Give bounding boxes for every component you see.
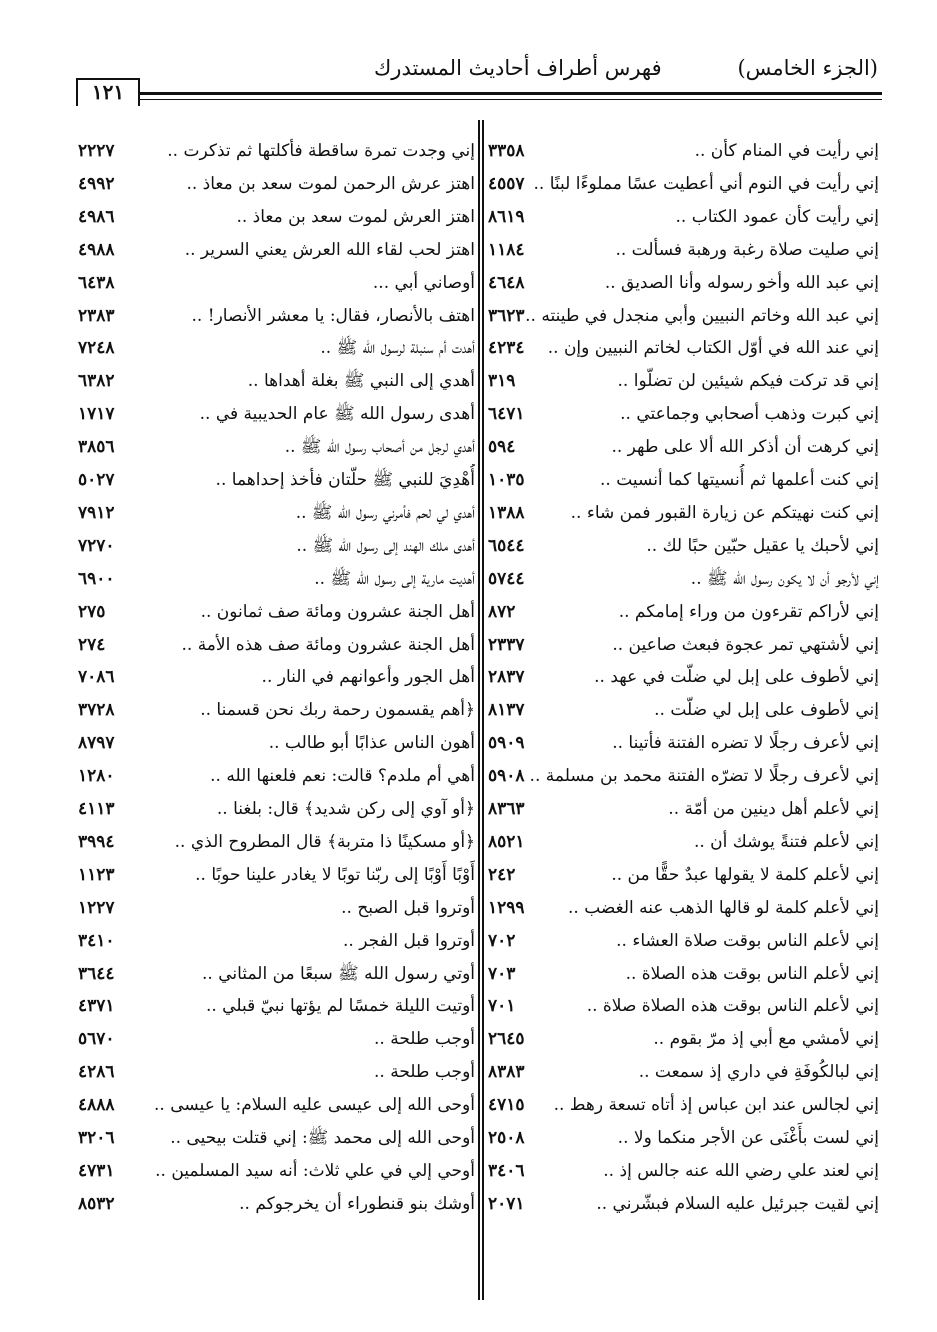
- hadith-number-right: ٧٠٢: [488, 930, 516, 951]
- hadith-incipit-left: أهدي لرجل من أصحاب رسول الله ﷺ ..: [284, 437, 475, 458]
- hadith-incipit-right: إني لأعلم كلمة لا يقولها عبدٌ حقًّا من ..: [611, 864, 879, 885]
- table-row: [0, 135, 937, 167]
- hadith-incipit-right: إني لأطوف على إبل لي ضلّت ..: [654, 700, 879, 721]
- hadith-number-right: ٦٤٧١: [488, 404, 525, 425]
- hadith-incipit-right: إني رأيت كأن عمود الكتاب ..: [675, 206, 879, 227]
- hadith-number-right: ٨٣٦٣: [488, 799, 525, 819]
- hadith-number-right: ٢٥٠٨: [488, 1128, 525, 1148]
- hadith-number-right: ٨١٣٧: [488, 700, 525, 721]
- hadith-incipit-left: أهل الجنة عشرون ومائة صف هذه الأمة ..: [181, 634, 475, 655]
- hadith-incipit-left: أوصاني أبي ...: [372, 272, 475, 293]
- hadith-incipit-left: اهتز عرش الرحمن لموت سعد بن معاذ ..: [186, 173, 475, 194]
- volume-label: (الجزء الخامس): [737, 56, 878, 80]
- hadith-incipit-right: إني لأشتهي تمر عجوة فبعث صاعين ..: [612, 634, 879, 655]
- hadith-number-left: ٣٨٥٦: [78, 437, 115, 458]
- hadith-number-left: ٤٢٨٦: [78, 1062, 115, 1083]
- hadith-number-left: ٦٤٣٨: [78, 272, 115, 293]
- hadith-incipit-right: إني لأمشي مع أبي إذ مرّ بقوم ..: [653, 1029, 879, 1050]
- hadith-number-right: ٢٤٢: [488, 864, 516, 885]
- hadith-incipit-right: إني صليت صلاة رغبة ورهبة فسألت ..: [615, 239, 879, 260]
- hadith-incipit-left: أهل الجنة عشرون ومائة صف ثمانون ..: [200, 601, 475, 622]
- hadith-incipit-right: إني لأراكم تقرءون من وراء إمامكم ..: [618, 601, 879, 622]
- hadith-incipit-left: ﴿أو مسكينًا ذا متربة﴾ قال المطروح الذي ..: [174, 831, 475, 852]
- hadith-number-right: ٥٩٤: [488, 437, 516, 458]
- hadith-number-left: ٤٣٧١: [78, 996, 115, 1017]
- hadith-incipit-right: إني لأعلم الناس بوقت صلاة العشاء ..: [616, 930, 879, 951]
- hadith-number-right: ١٣٨٨: [488, 502, 525, 523]
- table-row: [0, 1188, 937, 1220]
- hadith-incipit-left: أوحى الله إلى عيسى عليه السلام: يا عيسى ..: [154, 1095, 475, 1116]
- hadith-incipit-left: أوتي رسول الله ﷺ سبعًا من المثاني ..: [202, 963, 475, 984]
- hadith-incipit-right: إني لأطوف على إبل لي ضلّت في عهد ..: [594, 667, 879, 688]
- table-row: [0, 168, 937, 200]
- hadith-incipit-right: إني لأعلم أهل دينين من أمّة ..: [668, 799, 879, 819]
- header-rule-thick: [138, 92, 882, 95]
- hadith-number-left: ١٢٢٧: [78, 897, 115, 918]
- hadith-number-left: ٢٢٢٧: [78, 141, 115, 161]
- hadith-incipit-right: إني رأيت في المنام كأن ..: [694, 141, 879, 161]
- hadith-number-right: ٨٥٢١: [488, 831, 525, 852]
- table-row: [0, 1155, 937, 1187]
- hadith-number-right: ٧٠٣: [488, 963, 516, 984]
- hadith-number-left: ١٧١٧: [78, 404, 115, 425]
- hadith-incipit-right: إني لأعلم فتنةً يوشك أن ..: [693, 831, 879, 852]
- page-number: ١٢١: [76, 78, 140, 106]
- table-row: [0, 464, 937, 496]
- hadith-incipit-left: اهتف بالأنصار، فقال: يا معشر الأنصار! ..: [191, 305, 475, 326]
- page-title: فهرس أطراف أحاديث المستدرك: [374, 56, 662, 80]
- hadith-number-right: ١٠٣٥: [488, 470, 525, 490]
- hadith-incipit-left: أوجب طلحة ..: [374, 1062, 475, 1083]
- hadith-incipit-right: إني لأعرف رجلًا لا تضره الفتنة فأتينا ..: [612, 733, 879, 754]
- table-row: [0, 563, 937, 595]
- hadith-number-left: ٤٩٨٦: [78, 206, 115, 227]
- hadith-number-right: ٦٥٤٤: [488, 535, 525, 556]
- hadith-number-left: ٢٣٨٣: [78, 305, 115, 326]
- hadith-incipit-left: إني وجدت تمرة ساقطة فأكلتها ثم تذكرت ..: [167, 141, 475, 161]
- hadith-incipit-left: اهتز العرش لموت سعد بن معاذ ..: [236, 206, 475, 227]
- hadith-number-right: ٧٠١: [488, 996, 516, 1017]
- table-row: [0, 1089, 937, 1121]
- hadith-number-left: ٣٦٤٤: [78, 963, 115, 984]
- hadith-number-left: ٢٧٤: [78, 634, 106, 655]
- table-row: [0, 1122, 937, 1154]
- hadith-incipit-left: أهدى ملك الهند إلى رسول الله ﷺ ..: [296, 535, 475, 556]
- hadith-incipit-right: إني لجالس عند ابن عباس إذ أتاه تسعة رهط ..: [553, 1095, 879, 1116]
- hadith-incipit-left: أهون الناس عذابًا أبو طالب ..: [268, 733, 475, 754]
- hadith-number-right: ٥٧٤٤: [488, 568, 525, 589]
- hadith-incipit-right: إني عبد الله وخاتم النبيين وأبي منجدل في طينته ..: [525, 305, 879, 326]
- hadith-number-right: ٤٦٤٨: [488, 272, 525, 293]
- table-row: [0, 300, 937, 332]
- hadith-number-right: ٣٤٠٦: [488, 1160, 525, 1181]
- hadith-number-right: ٢٨٣٧: [488, 667, 525, 688]
- hadith-number-right: ١٢٩٩: [488, 897, 525, 918]
- hadith-number-left: ٢٧٥: [78, 601, 106, 622]
- hadith-number-left: ٦٩٠٠: [78, 568, 115, 589]
- hadith-number-right: ٢٦٤٥: [488, 1029, 525, 1050]
- hadith-number-left: ٧٢٤٨: [78, 338, 115, 359]
- hadith-number-left: ٧٢٧٠: [78, 535, 115, 556]
- table-row: [0, 661, 937, 693]
- hadith-incipit-left: أهدى رسول الله ﷺ عام الحديبية في ..: [199, 404, 475, 425]
- hadith-incipit-right: إني عند الله في أوّل الكتاب لخاتم النبيين وإن ..: [547, 338, 879, 359]
- table-row: [0, 925, 937, 957]
- hadith-incipit-left: أوحى الله إلى محمد ﷺ: إني قتلت بيحيى ..: [170, 1128, 475, 1148]
- hadith-incipit-left: أهدي إلى النبي ﷺ بغلة أهداها ..: [247, 371, 475, 392]
- hadith-number-left: ٤٩٩٢: [78, 173, 115, 194]
- hadith-incipit-right: إني كبرت وذهب أصحابي وجماعتي ..: [620, 404, 879, 425]
- hadith-incipit-left: ﴿أهم يقسمون رحمة ربك نحن قسمنا ..: [200, 700, 475, 721]
- hadith-number-left: ٣٧٢٨: [78, 700, 115, 721]
- header-rule-thin: [138, 99, 882, 100]
- hadith-incipit-left: اهتز لحب لقاء الله العرش يعني السرير ..: [184, 239, 475, 260]
- hadith-incipit-right: إني لأحبك يا عقيل حبّين حبًا لك ..: [646, 535, 879, 556]
- hadith-number-right: ٢٠٧١: [488, 1193, 525, 1214]
- hadith-number-left: ٤٧٣١: [78, 1160, 115, 1181]
- hadith-number-right: ٥٩٠٩: [488, 733, 525, 754]
- hadith-incipit-left: أوتروا قبل الصبح ..: [341, 897, 475, 918]
- table-row: [0, 365, 937, 397]
- hadith-number-right: ٤٥٥٧: [488, 173, 525, 194]
- hadith-incipit-right: إني لبالكُوفَةِ في داري إذ سمعت ..: [638, 1062, 879, 1083]
- hadith-number-right: ٥٩٠٨: [488, 766, 525, 787]
- hadith-number-right: ٣٣٥٨: [488, 141, 525, 161]
- hadith-number-left: ٥٠٢٧: [78, 470, 115, 490]
- hadith-incipit-right: إني لأعرف رجلًا لا تضرّه الفتنة محمد بن مسلمة ..: [529, 766, 879, 787]
- hadith-number-right: ٣١٩: [488, 371, 516, 392]
- table-row: [0, 201, 937, 233]
- hadith-incipit-right: إني كنت نهيتكم عن زيارة القبور فمن شاء ..: [570, 502, 879, 523]
- hadith-number-right: ٤٧١٥: [488, 1095, 525, 1116]
- hadith-number-right: ٨٦١٩: [488, 206, 525, 227]
- hadith-incipit-left: أوتيت الليلة خمسًا لم يؤتها نبيّ قبلي ..: [205, 996, 475, 1017]
- hadith-incipit-left: أُهْدِيَ للنبي ﷺ حلّتان فأخذ إحداهما ..: [215, 470, 475, 490]
- hadith-incipit-right: إني لأعلم الناس بوقت هذه الصلاة ..: [625, 963, 879, 984]
- table-row: [0, 990, 937, 1022]
- table-row: [0, 596, 937, 628]
- hadith-number-left: ٥٦٧٠: [78, 1029, 115, 1050]
- hadith-incipit-right: إني كنت أعلمها ثم أُنسيتها كما أنسيت ..: [600, 470, 879, 490]
- hadith-number-right: ٨٧٢: [488, 601, 516, 622]
- table-row: [0, 530, 937, 562]
- table-row: [0, 1056, 937, 1088]
- hadith-number-left: ٨٥٣٢: [78, 1193, 115, 1214]
- hadith-incipit-right: إني كرهت أن أذكر الله ألا على طهر ..: [611, 437, 879, 458]
- table-row: [0, 694, 937, 726]
- hadith-incipit-right: إني قد تركت فيكم شيئين لن تضلّوا ..: [617, 371, 879, 392]
- hadith-incipit-right: إني لأرجو أن لا يكون رسول الله ﷺ ..: [690, 568, 879, 589]
- hadith-incipit-right: إني لقيت جبرئيل عليه السلام فبشّرني ..: [596, 1193, 879, 1214]
- hadith-incipit-left: أوتروا قبل الفجر ..: [343, 930, 475, 951]
- hadith-incipit-left: أهي أم ملدم؟ قالت: نعم فلعنها الله ..: [210, 766, 475, 787]
- table-row: [0, 892, 937, 924]
- hadith-number-left: ٨٧٩٧: [78, 733, 115, 754]
- hadith-incipit-right: إني لعند علي رضي الله عنه جالس إذ ..: [603, 1160, 879, 1181]
- hadith-number-right: ٨٣٨٣: [488, 1062, 525, 1083]
- hadith-number-left: ٤١١٣: [78, 799, 115, 819]
- hadith-number-left: ٤٩٨٨: [78, 239, 115, 260]
- hadith-incipit-right: إني رأيت في النوم أني أعطيت عسًا مملوءًا لبنًا ..: [533, 173, 879, 194]
- hadith-incipit-right: إني لأعلم كلمة لو قالها الذهب عنه الغضب ..: [568, 897, 879, 918]
- hadith-incipit-right: إني لأعلم الناس بوقت هذه الصلاة صلاة ..: [586, 996, 879, 1017]
- table-row: [0, 629, 937, 661]
- table-row: [0, 234, 937, 266]
- table-row: [0, 727, 937, 759]
- hadith-incipit-right: إني عبد الله وأخو رسوله وأنا الصديق ..: [604, 272, 879, 293]
- table-row: [0, 398, 937, 430]
- page-header: [74, 52, 882, 104]
- hadith-number-left: ٧٠٨٦: [78, 667, 115, 688]
- table-row: [0, 826, 937, 858]
- table-row: [0, 859, 937, 891]
- table-row: [0, 431, 937, 463]
- hadith-number-left: ١١٢٣: [78, 864, 115, 885]
- hadith-incipit-left: أوحي إلي في علي ثلاث: أنه سيد المسلمين ..: [155, 1160, 475, 1181]
- hadith-incipit-left: أَوْبًا أَوْبًا إلى ربّنا توبًا لا يغادر علينا حوبًا ..: [195, 864, 475, 885]
- table-row: [0, 497, 937, 529]
- table-row: [0, 958, 937, 990]
- hadith-number-left: ٣٢٠٦: [78, 1128, 115, 1148]
- hadith-number-right: ٢٣٣٧: [488, 634, 525, 655]
- hadith-number-left: ٧٩١٢: [78, 502, 115, 523]
- table-row: [0, 760, 937, 792]
- table-row: [0, 1023, 937, 1055]
- hadith-incipit-left: أوشك بنو قنطوراء أن يخرجوكم ..: [239, 1193, 475, 1214]
- hadith-incipit-left: أهدي لي لحم فأمرني رسول الله ﷺ ..: [295, 502, 475, 523]
- hadith-incipit-right: إني لست بأَغْنَى عن الأجر منكما ولا ..: [617, 1128, 879, 1148]
- table-row: [0, 267, 937, 299]
- hadith-number-left: ٤٨٨٨: [78, 1095, 115, 1116]
- hadith-incipit-left: أهديت مارية إلى رسول الله ﷺ ..: [314, 568, 475, 589]
- hadith-number-left: ١٢٨٠: [78, 766, 115, 787]
- hadith-number-right: ٣٦٢٣: [488, 305, 525, 326]
- hadith-number-right: ٤٢٣٤: [488, 338, 525, 359]
- table-row: [0, 793, 937, 825]
- hadith-number-left: ٣٩٩٤: [78, 831, 115, 852]
- hadith-number-left: ٣٤١٠: [78, 930, 115, 951]
- hadith-incipit-left: ﴿أو آوي إلى ركن شديد﴾ قال: بلغنا ..: [216, 799, 475, 819]
- hadith-incipit-left: أهل الجور وأعوانهم في النار ..: [261, 667, 475, 688]
- hadith-number-right: ١١٨٤: [488, 239, 525, 260]
- table-row: [0, 332, 937, 364]
- hadith-incipit-left: أهدت أم سنبلة لرسول الله ﷺ ..: [320, 338, 475, 359]
- hadith-incipit-left: أوجب طلحة ..: [374, 1029, 475, 1050]
- hadith-number-left: ٦٣٨٢: [78, 371, 115, 392]
